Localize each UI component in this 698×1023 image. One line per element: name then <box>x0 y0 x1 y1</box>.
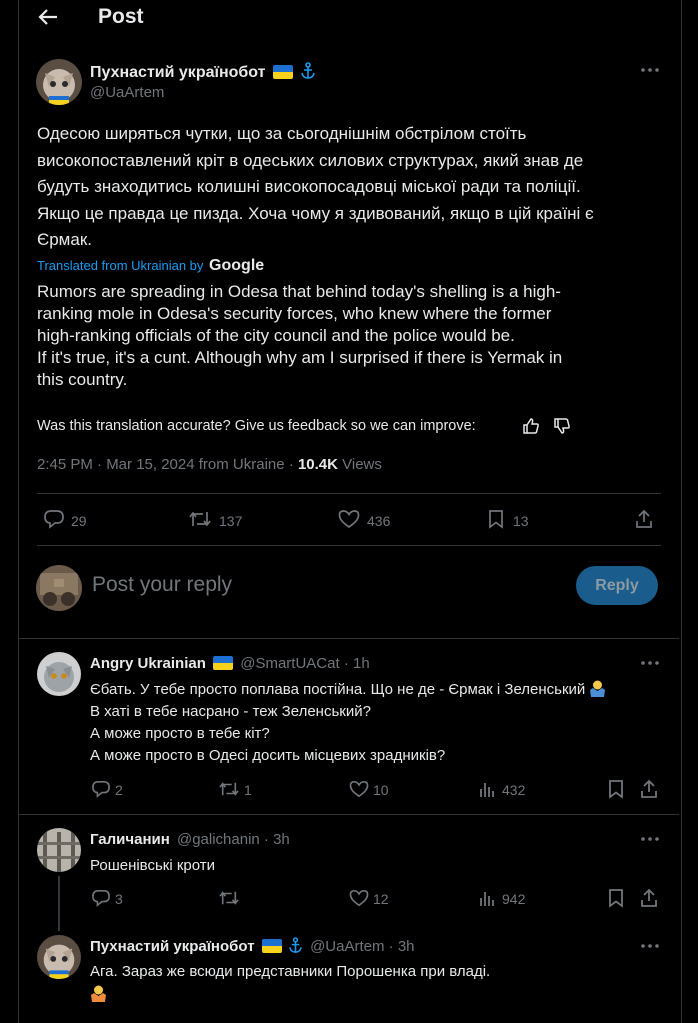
person-shrugging-emoji <box>589 679 606 697</box>
timestamp-text[interactable]: 2:45 PM · Mar 15, 2024 from Ukraine · <box>37 456 298 473</box>
reply-text-line: А може просто в тебе кіт? <box>90 725 270 742</box>
reply-avatar[interactable] <box>37 828 81 872</box>
repost-count: 1 <box>244 782 252 798</box>
author-name-text: Пухнастий українобот <box>90 64 266 81</box>
page-title: Post <box>98 5 144 28</box>
reply-text: Рошенівські кроти <box>90 857 216 874</box>
translation-line: high-ranking officials of the city council and the police would be. <box>37 326 515 345</box>
post-text-line: будуть знаходитись колишні високопосадовці міської ради та поліції. <box>37 177 581 196</box>
translated-from-label[interactable] <box>37 257 264 275</box>
reply-icon[interactable] <box>42 507 66 531</box>
ukraine-flag-icon <box>262 939 282 953</box>
google-logo: Google <box>209 257 265 274</box>
views-count: 432 <box>502 782 526 798</box>
more-options-icon[interactable] <box>638 60 662 80</box>
post-text-line: Якщо це правда це пизда. Хоча чому я здивований, якщо в цій країні є <box>37 203 594 223</box>
reply-button-label: Reply <box>595 576 639 594</box>
reply-text-line: А може просто в Одесі досить місцевих зрадників? <box>90 747 446 764</box>
more-options-icon[interactable] <box>638 936 662 956</box>
like-count: 436 <box>367 513 391 529</box>
reply-author-handle[interactable]: @galichanin <box>176 831 260 848</box>
thumbs-up-icon[interactable] <box>520 415 542 437</box>
divider <box>37 493 661 494</box>
translation-line: this country. <box>37 370 128 389</box>
reply-author-handle[interactable]: @SmartUACat <box>240 655 340 672</box>
reply-author-handle[interactable]: @UaArtem <box>310 938 385 955</box>
bookmark-icon[interactable] <box>484 507 508 531</box>
views-count: 942 <box>502 891 526 907</box>
post-text-line: високопоставлений кріт в одеських силових структурах, який знав де <box>37 150 584 170</box>
anchor-icon <box>288 937 303 954</box>
reply-time[interactable]: 1h <box>352 655 370 672</box>
post-text <box>37 121 667 254</box>
current-user-avatar[interactable] <box>36 565 82 611</box>
reply-icon[interactable] <box>90 778 112 800</box>
anchor-icon <box>300 62 316 80</box>
like-icon[interactable] <box>336 507 362 531</box>
reply-header <box>90 831 290 848</box>
repost-icon[interactable] <box>217 778 241 800</box>
divider <box>37 545 661 546</box>
translation-line: Rumors are spreading in Odesa that behind today's shelling is a high- <box>37 282 561 301</box>
like-icon[interactable] <box>347 887 371 909</box>
like-icon[interactable] <box>347 778 371 800</box>
reply-author-name[interactable]: Галичанин <box>90 831 170 848</box>
translation-feedback-prompt: Was this translation accurate? Give us feedback so we can improve: <box>37 418 476 434</box>
views-count: 10.4K <box>297 456 338 473</box>
post-timestamp <box>37 456 382 473</box>
bookmark-count: 13 <box>513 513 529 529</box>
like-count: 12 <box>373 891 389 907</box>
separator-dot: · <box>263 831 269 848</box>
post-text-line: Єрмак. <box>37 230 92 249</box>
share-icon[interactable] <box>638 887 660 909</box>
ukraine-flag-icon <box>273 65 293 79</box>
divider <box>19 638 679 639</box>
ukraine-flag-icon <box>213 656 233 670</box>
reply-text-line <box>90 679 670 701</box>
views-label: Views <box>337 456 382 473</box>
repost-icon[interactable] <box>187 507 213 531</box>
more-options-icon[interactable] <box>638 829 662 849</box>
translated-label-text: Translated from Ukrainian by <box>37 258 204 273</box>
author-name[interactable] <box>90 62 316 82</box>
like-count: 10 <box>373 782 389 798</box>
bookmark-icon[interactable] <box>605 887 627 909</box>
divider <box>19 814 679 815</box>
thumbs-down-icon[interactable] <box>551 415 573 437</box>
reply-text-line: В хаті в тебе насрано - теж Зеленський? <box>90 703 371 720</box>
reply-text-line: Ага. Зараз же всюди представники Порошенка при владі. <box>90 963 491 980</box>
reply-avatar[interactable] <box>37 652 81 696</box>
author-handle[interactable]: @UaArtem <box>90 84 165 101</box>
translation-line: If it's true, it's a cunt. Although why am I surprised if there is Yermak in <box>37 348 563 367</box>
reply-time[interactable]: 3h <box>273 831 290 848</box>
translation-text <box>37 281 667 391</box>
repost-count: 137 <box>219 513 243 529</box>
reply-text-line-content: Єбать. У тебе просто поплава постійна. Що не де - Єрмак і Зеленський <box>90 681 586 698</box>
post-text-line: Одесою ширяться чутки, що за сьогоднішнім обстрілом стоїть <box>37 124 527 143</box>
reply-author-name[interactable]: Пухнастий українобот <box>90 938 255 955</box>
more-options-icon[interactable] <box>638 653 662 673</box>
separator-dot: · <box>388 938 394 955</box>
share-icon[interactable] <box>632 507 656 531</box>
reply-count: 2 <box>115 782 123 798</box>
reply-avatar[interactable] <box>37 935 81 979</box>
reply-input[interactable]: Post your reply <box>92 573 233 596</box>
avatar[interactable] <box>36 59 82 105</box>
reply-time[interactable]: 3h <box>397 938 415 955</box>
views-icon[interactable] <box>477 887 499 909</box>
thread-line <box>58 876 60 931</box>
reply-text <box>90 679 670 767</box>
translation-line: ranking mole in Odesa's security forces, who knew where the former <box>37 304 552 323</box>
reply-text <box>90 961 670 1002</box>
reply-button[interactable] <box>576 566 658 605</box>
reply-header <box>90 937 415 955</box>
repost-icon[interactable] <box>217 887 241 909</box>
person-shrugging-emoji <box>90 984 670 1002</box>
share-icon[interactable] <box>638 778 660 800</box>
reply-count: 3 <box>115 891 123 907</box>
reply-header <box>90 655 370 672</box>
views-icon[interactable] <box>477 778 499 800</box>
back-arrow-icon[interactable] <box>35 5 61 29</box>
reply-icon[interactable] <box>90 887 112 909</box>
reply-author-name[interactable]: Angry Ukrainian <box>90 655 206 672</box>
reply-count: 29 <box>71 513 87 529</box>
separator-dot: · <box>343 655 349 672</box>
bookmark-icon[interactable] <box>605 778 627 800</box>
